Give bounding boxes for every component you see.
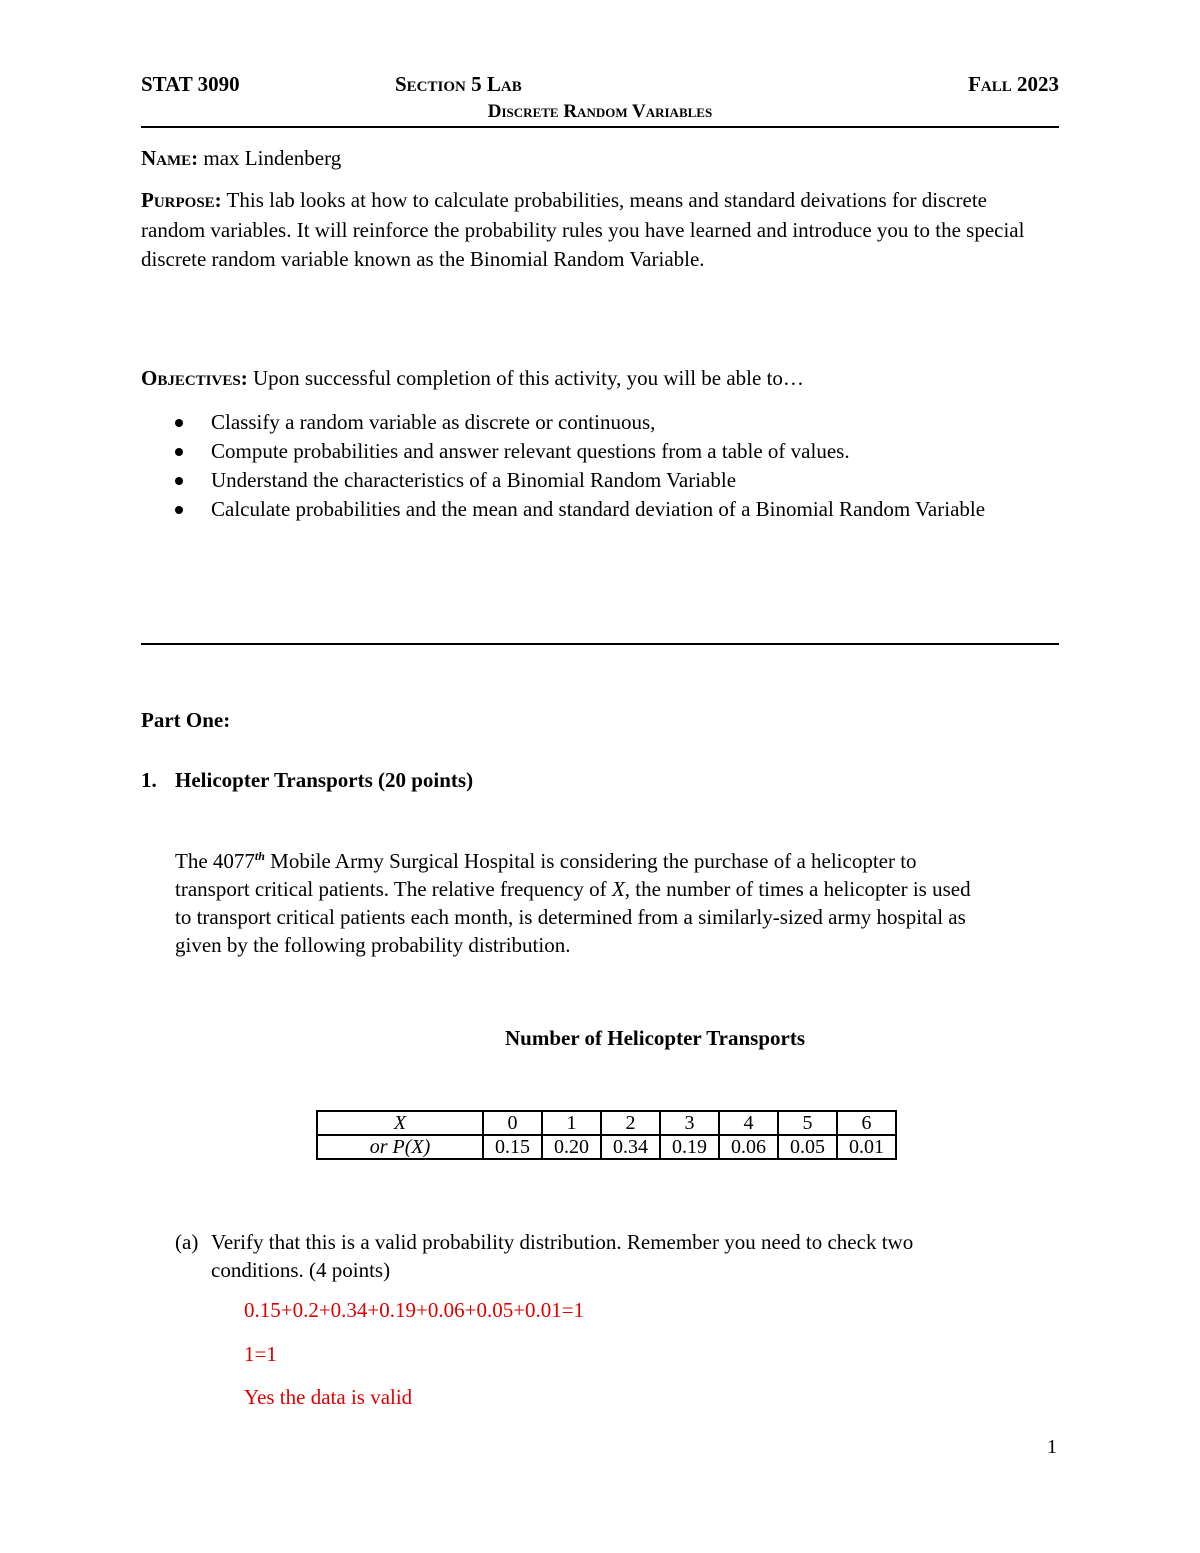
header-divider <box>141 126 1059 128</box>
course-code: STAT 3090 <box>141 72 240 96</box>
answer-line-3: Yes the data is valid <box>244 1385 413 1409</box>
lab-title: Section 5 Lab <box>395 72 522 96</box>
p-value: 0.15 <box>483 1135 542 1159</box>
x-value: 3 <box>660 1111 719 1135</box>
bullet-icon <box>175 506 183 514</box>
purpose-label: Purpose: <box>141 188 222 212</box>
table-title: Number of Helicopter Transports <box>504 1026 805 1050</box>
sub-question-a <box>175 1228 975 1284</box>
document-subtitle: Discrete Random Variables <box>487 101 713 122</box>
page-number: 1 <box>1047 1436 1057 1458</box>
p-value: 0.06 <box>719 1135 778 1159</box>
probability-table <box>316 1110 897 1160</box>
bullet-icon <box>175 477 183 485</box>
list-item: Calculate probabilities and the mean and standard deviation of a Binomial Random Variable <box>141 495 1041 524</box>
x-value: 2 <box>601 1111 660 1135</box>
bullet-icon <box>175 448 183 456</box>
list-item: Compute probabilities and answer relevant questions from a table of values. <box>141 437 1041 466</box>
x-value: 6 <box>837 1111 896 1135</box>
p-header: or P(X) <box>317 1135 483 1159</box>
p-value: 0.01 <box>837 1135 896 1159</box>
name-line <box>141 144 1041 174</box>
question-1-title <box>141 768 474 793</box>
x-value: 1 <box>542 1111 601 1135</box>
name-label: Name: <box>141 146 199 170</box>
sub-question-text: Verify that this is a valid probability distribution. Remember you need to check two conditions. (4 points) <box>211 1230 914 1282</box>
list-item: Understand the characteristics of a Binomial Random Variable <box>141 466 1041 495</box>
p-value: 0.19 <box>660 1135 719 1159</box>
question-1-intro: The 4077th Mobile Army Surgical Hospital is considering the purchase of a helicopter to transport critical patients. The relative frequency of X, the number of times a helicopter is used to transport critical patients each month, is determined from a similarly-sized army hospital as given by the following probability distribution. <box>175 849 971 957</box>
section-divider <box>141 643 1059 645</box>
part-one-heading: Part One: <box>141 708 231 732</box>
answer-line-1: 0.15+0.2+0.34+0.19+0.06+0.05+0.01=1 <box>244 1298 585 1322</box>
purpose-text: This lab looks at how to calculate probabilities, means and standard deivations for discrete random variables. It will reinforce the probability rules you have learned and introduce you to the special discrete random variable known as the Binomial Random Variable. <box>141 188 1025 271</box>
name-value: max Lindenberg <box>203 146 342 170</box>
term: Fall 2023 <box>968 72 1059 96</box>
x-value: 4 <box>719 1111 778 1135</box>
objectives-intro-text: Upon successful completion of this activity, you will be able to… <box>252 366 804 390</box>
objectives-intro <box>141 364 1041 394</box>
x-value: 0 <box>483 1111 542 1135</box>
p-value: 0.20 <box>542 1135 601 1159</box>
x-value: 5 <box>778 1111 837 1135</box>
document-header <box>141 72 1059 102</box>
p-value: 0.05 <box>778 1135 837 1159</box>
p-value: 0.34 <box>601 1135 660 1159</box>
question-title: Helicopter Transports (20 points) <box>175 768 474 792</box>
table-row <box>317 1135 896 1159</box>
question-number: 1. <box>141 768 157 792</box>
answer-line-2: 1=1 <box>244 1342 277 1366</box>
list-item: Classify a random variable as discrete or continuous, <box>141 408 1041 437</box>
purpose-section <box>141 186 1041 275</box>
objectives-label: Objectives: <box>141 366 248 390</box>
x-header: X <box>317 1111 483 1135</box>
bullet-icon <box>175 419 183 427</box>
objectives-list <box>141 408 1041 524</box>
table-row <box>317 1111 896 1135</box>
sub-question-label: (a) <box>175 1230 199 1254</box>
